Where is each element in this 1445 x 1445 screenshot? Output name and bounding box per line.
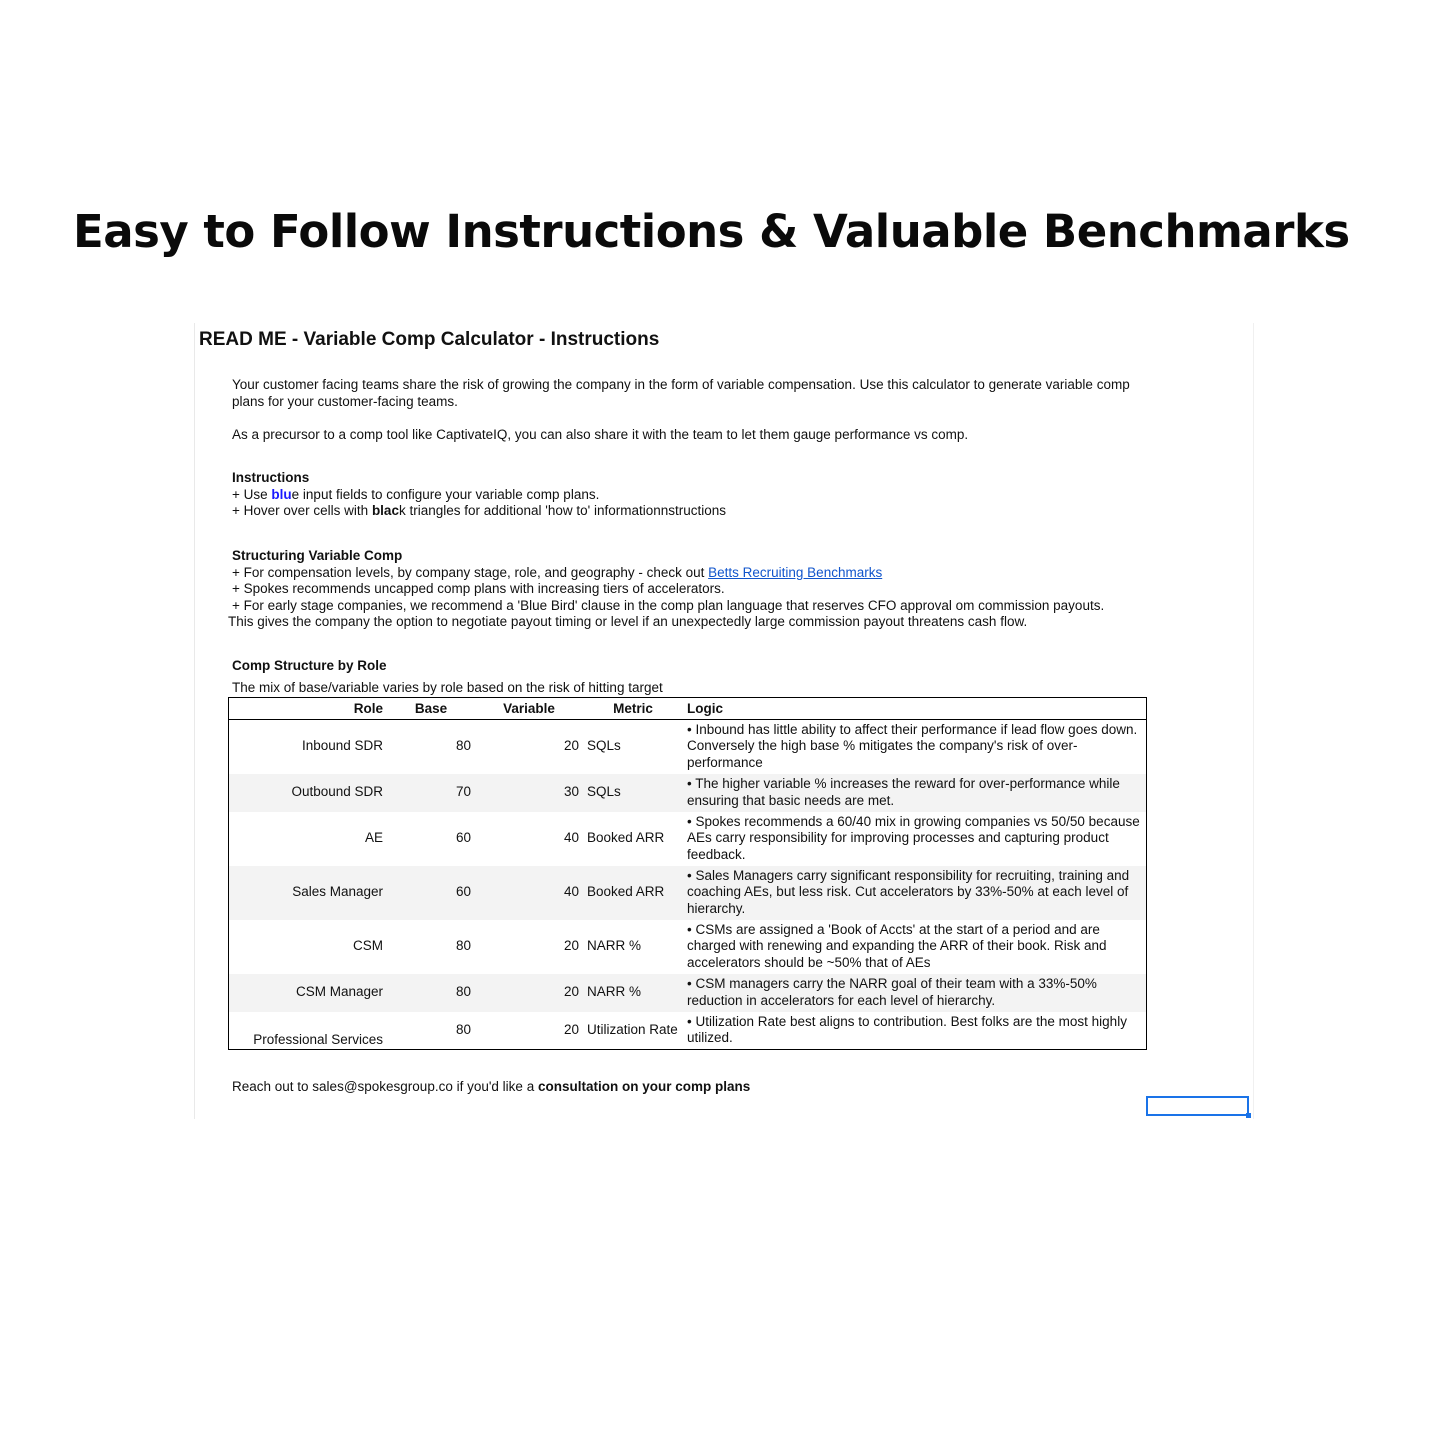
- cell-metric[interactable]: Booked ARR: [583, 866, 683, 920]
- cell-logic[interactable]: • Spokes recommends a 60/40 mix in growing companies vs 50/50 because AEs carry responsibility for improving processes and capturing product feedback.: [687, 813, 1140, 862]
- intro-paragraph: Your customer facing teams share the risk of growing the company in the form of variable compensation. Use this calculator to generate variable comp plans for your customer-facing teams.: [232, 377, 1130, 409]
- cell-role[interactable]: CSM Manager: [229, 974, 388, 1012]
- cell-base[interactable]: 80: [387, 974, 475, 1012]
- cell-base[interactable]: 80: [455, 738, 471, 754]
- cell-metric[interactable]: Booked ARR: [587, 830, 665, 846]
- col-header-metric: Metric: [583, 698, 683, 720]
- cell-role[interactable]: Outbound SDR: [229, 774, 388, 812]
- cell-variable[interactable]: 20: [475, 974, 583, 1012]
- instructions-line-1: + Use blue input fields to configure your variable comp plans.: [232, 486, 600, 502]
- cell-role[interactable]: Sales Manager: [229, 866, 388, 920]
- cell-metric[interactable]: NARR %: [587, 938, 642, 954]
- fill-handle[interactable]: [1246, 1113, 1251, 1118]
- cell-metric[interactable]: SQLs: [587, 738, 621, 754]
- structuring-heading: Structuring Variable Comp: [232, 548, 403, 563]
- col-header-role: Role: [229, 698, 388, 720]
- table-row: [229, 1012, 1147, 1050]
- instructions-section: [232, 470, 1132, 520]
- cell-base[interactable]: 80: [455, 1021, 471, 1037]
- cell-metric[interactable]: Utilization Rate: [587, 1021, 678, 1037]
- comp-structure-subheading: The mix of base/variable varies by role based on the risk of hitting target: [232, 680, 663, 695]
- selected-cell[interactable]: [1146, 1096, 1249, 1116]
- structuring-line-3: + For early stage companies, we recommend a 'Blue Bird' clause in the comp plan language that reserves CFO approval om commission payouts.: [232, 597, 1105, 613]
- cell-variable[interactable]: 20: [563, 938, 579, 954]
- col-header-variable: Variable: [475, 698, 583, 720]
- table-row: [229, 812, 1147, 866]
- table-row: [229, 866, 1147, 920]
- cell-base[interactable]: 80: [455, 938, 471, 954]
- cell-variable[interactable]: 20: [563, 1021, 579, 1037]
- cell-logic[interactable]: • CSMs are assigned a 'Book of Accts' at the start of a period and are charged with renewing and expanding the ARR of their book. Risk and accelerators should be ~50% that of AEs: [687, 921, 1107, 970]
- cell-variable[interactable]: 30: [475, 774, 583, 812]
- page-headline: Easy to Follow Instructions & Valuable Benchmarks: [73, 205, 1350, 258]
- betts-benchmarks-link[interactable]: Betts Recruiting Benchmarks: [708, 564, 883, 580]
- cell-role[interactable]: AE: [364, 830, 383, 846]
- structuring-line-4: This gives the company the option to negotiate payout timing or level if an unexpectedly large commission payout threatens cash flow.: [228, 614, 1028, 630]
- col-header-logic: Logic: [683, 698, 1147, 720]
- cell-logic[interactable]: • The higher variable % increases the reward for over-performance while ensuring that basic needs are met.: [683, 774, 1147, 812]
- cell-metric[interactable]: NARR %: [583, 974, 683, 1012]
- intro-paragraph-2: As a precursor to a comp tool like CaptivateIQ, you can also share it with the team to let them gauge performance vs comp.: [232, 427, 969, 442]
- footer-contact: Reach out to sales@spokesgroup.co if you'd like a consultation on your comp plans: [232, 1079, 751, 1094]
- cell-metric[interactable]: SQLs: [583, 774, 683, 812]
- cell-logic[interactable]: • Sales Managers carry significant responsibility for recruiting, training and coaching AEs, but less risk. Cut accelerators by 33%-50% at each level of hierarchy.: [683, 866, 1147, 920]
- instructions-heading: Instructions: [232, 470, 310, 485]
- cell-role[interactable]: Inbound SDR: [301, 738, 383, 754]
- sheet-title: READ ME - Variable Comp Calculator - Instructions: [199, 329, 660, 350]
- cell-base[interactable]: 70: [387, 774, 475, 812]
- cell-variable[interactable]: 40: [563, 830, 579, 846]
- comp-structure-table: [228, 697, 1147, 1050]
- structuring-section: [228, 548, 1192, 631]
- structuring-line-2: + Spokes recommends uncapped comp plans with increasing tiers of accelerators.: [232, 581, 725, 597]
- structuring-line-1: + For compensation levels, by company stage, role, and geography - check out Betts Recruiting Benchmarks: [232, 564, 883, 580]
- cell-logic[interactable]: • CSM managers carry the NARR goal of their team with a 33%-50% reduction in accelerators for each level of hierarchy.: [683, 974, 1147, 1012]
- table-header-row: [229, 698, 1147, 720]
- cell-logic[interactable]: • Utilization Rate best aligns to contribution. Best folks are the most highly utilized.: [687, 1013, 1127, 1046]
- instructions-line-2: + Hover over cells with black triangles for additional 'how to' informationnstructions: [232, 503, 727, 519]
- cell-base[interactable]: 60: [387, 866, 475, 920]
- comp-structure-heading: Comp Structure by Role: [232, 658, 387, 673]
- spreadsheet-readme: [194, 323, 1254, 1119]
- table-row: [229, 920, 1147, 974]
- cell-base[interactable]: 60: [455, 830, 471, 846]
- table-row: [229, 774, 1147, 812]
- table-row: [229, 720, 1147, 774]
- col-header-base: Base: [387, 698, 475, 720]
- table-row: [229, 974, 1147, 1012]
- cell-logic[interactable]: • Inbound has little ability to affect their performance if lead flow goes down. Conversely the high base % mitigates the company's risk of over-performance: [687, 721, 1138, 771]
- cell-variable[interactable]: 20: [563, 738, 579, 754]
- cell-role[interactable]: Professional Services: [253, 1032, 383, 1048]
- cell-variable[interactable]: 40: [475, 866, 583, 920]
- cell-role[interactable]: CSM: [353, 938, 383, 954]
